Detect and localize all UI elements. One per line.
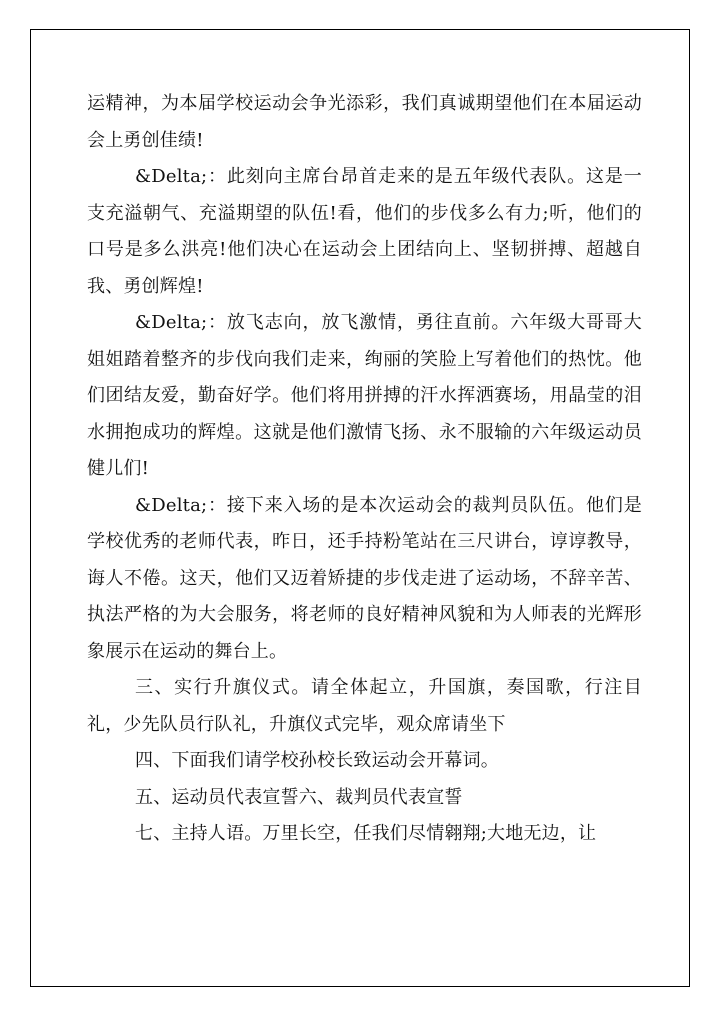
paragraph: &Delta;：放飞志向，放飞激情，勇往直前。六年级大哥哥大姐姐踏着整齐的步伐向我们走来，绚丽的笑脸上写着他们的热忱。他们团结友爱，勤奋好学。他们将用拼搏的汗水挥洒赛场，用晶莹的泪水拥抱成功的辉煌。这就是他们激情飞扬、永不服输的六年级运动员健儿们! [87,312,642,479]
paragraph: 五、运动员代表宣誓六、裁判员代表宣誓 [135,786,463,808]
paragraph: 四、下面我们请学校孙校长致运动会开幕词。 [135,750,499,771]
paragraph: &Delta;：此刻向主席台昂首走来的是五年级代表队。这是一支充溢朝气、充溢期望的队伍!看，他们的步伐多么有力;听，他们的口号是多么洪亮!他们决心在运动会上团结向上、坚韧拼搏、超越自我、勇创辉煌! [87,166,642,297]
paragraph: 运精神，为本届学校运动会争光添彩，我们真诚期望他们在本届运动会上勇创佳绩! [87,93,642,151]
paragraph: 三、实行升旗仪式。请全体起立，升国旗，奏国歌，行注目礼，少先队员行队礼，升旗仪式完毕，观众席请坐下 [87,677,642,735]
paragraph: &Delta;：接下来入场的是本次运动会的裁判员队伍。他们是学校优秀的老师代表，昨日，还手持粉笔站在三尺讲台，谆谆教导，诲人不倦。这天，他们又迈着矫捷的步伐走进了运动场，不辞辛苦、执法严格的为大会服务，将老师的良好精神风貌和为人师表的光辉形象展示在运动的舞台上。 [87,494,642,662]
document-body [87,86,642,853]
paragraph: 七、主持人语。万里长空，任我们尽情翱翔;大地无边，让 [135,823,597,844]
